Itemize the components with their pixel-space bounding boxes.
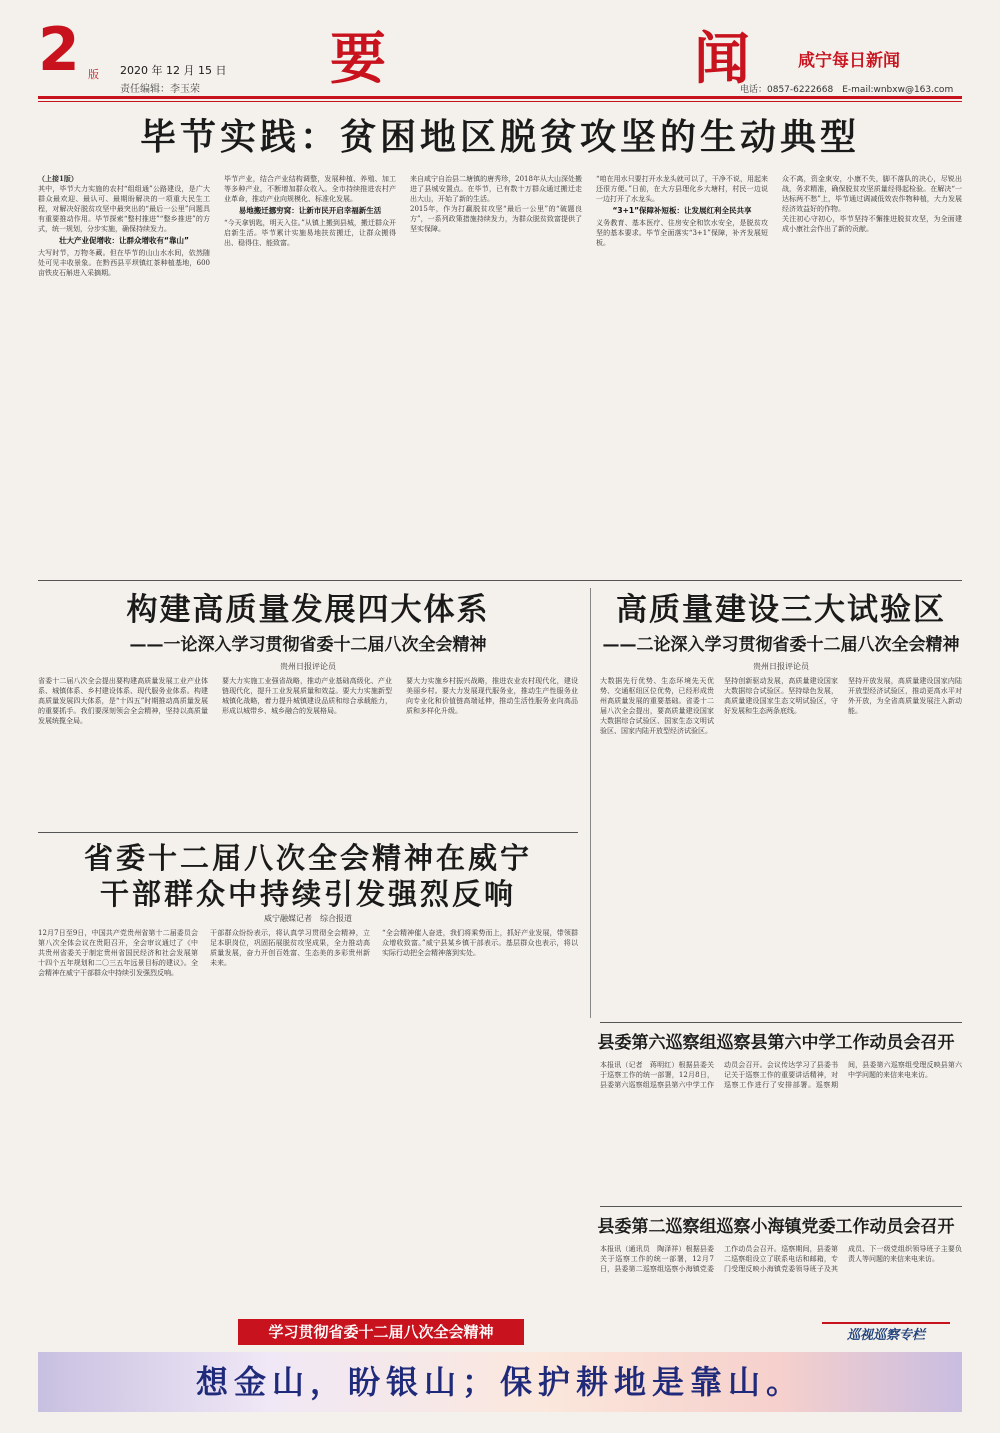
inspection-column-mark: 巡视巡察专栏: [822, 1322, 950, 1348]
lead-col1-text: 其中，毕节大力实施的农村“组组通”公路建设，是广大群众最欢迎、最认可、最期盼解决的一项重大民生工程，对解决好脱贫攻坚中最突出的“最后一公里”问题具有重要推动作用。毕节探索“整村推进”“整乡推进”的方式，统一规划，分步实施，确保持续发力。: [38, 185, 210, 233]
lead-col3-text: 来自咸宁自治县二塘镇的唐秀珍，2018年从大山深处搬进了县城安置点。在毕节，已有数十万群众通过搬迁走出大山，开始了新的生活。: [410, 175, 582, 203]
editorial1-subtitle: ——一论深入学习贯彻省委十二届八次全会精神: [129, 635, 487, 655]
editorial1-byline: 贵州日报评论员: [280, 662, 336, 671]
editorial2-column-1: 大数据先行优势、生态环境先天优势、交通枢纽区位优势，已经形成贵州高质量发展的重要基础。省委十二届八次全会提出，要高质量建设国家大数据综合试验区、国家生态文明试验区、国家内陆开放型经济试验区。: [600, 677, 714, 735]
lead-column-1: [38, 174, 210, 574]
lead-column-5: [782, 174, 962, 574]
editorial1-column-2: 要大力实施工业强省战略，推动产业基础高级化、产业链现代化，提升工业发展质量和效益。要大力实施新型城镇化战略，着力提升城镇建设品质和综合承载能力，形成以城带乡、城乡融合的发展格局。: [222, 677, 392, 715]
page-suffix: 版: [88, 68, 99, 81]
story3-title-line1: 省委十二届八次全会精神在威宁: [83, 841, 532, 875]
lead-intro-tag: （上接1版）: [38, 174, 78, 183]
page-number: 2: [38, 15, 80, 85]
lead-subhead-industry: 壮大产业促增收：让群众增收有“靠山”: [59, 236, 189, 245]
editor-line: 责任编辑：李玉荣: [120, 84, 200, 95]
story3-column-3: “全会精神催人奋进，我们将乘势而上，抓好产业发展，带领群众增收致富。”威宁县某乡镇干部表示。基层群众也表示，将以实际行动把全会精神落到实处。: [382, 929, 578, 957]
contact-line: 电话：0857-6222668 E-mail:wnbxw@163.com: [740, 85, 954, 95]
lead-divider: [38, 580, 962, 581]
lead-col4-text: “咱在用水只要打开水龙头就可以了，干净不说，用起来还很方便。”日前，在大方县理化乡大塘村，村民一边说一边打开了水龙头。: [596, 175, 768, 203]
lead-subhead-guarantee: “3+1”保障补短板：让发展红利全民共享: [612, 206, 752, 215]
editorial2-subtitle: ——二论深入学习贯彻省委十二届八次全会精神: [602, 635, 960, 655]
editorial1-divider: [38, 832, 578, 833]
section-char-2: 闻: [694, 26, 750, 92]
lead-headline: 毕节实践：贫困地区脱贫攻坚的生动典型: [139, 117, 860, 158]
lead-column-3: [410, 174, 582, 574]
section-char-1: 要: [330, 26, 386, 92]
lead-col1b-text: 大写时节，万物冬藏。但在毕节的山山水水间，依然随处可见丰收景象。在黔西县平坝镇红茶种植基地，600亩铁皮石斛进入采摘期。: [38, 249, 210, 277]
lead-col5-text: 众不离，资金束安，小康不失，脚不落队的决心，尽锐出战，务求精准，确保脱贫攻坚质量经得起检验。在解决“一达标两不愁”上，毕节通过调减低效农作物种植，大力发展经济效益好的作物。: [782, 175, 962, 213]
lead-subhead-relocation: 易地搬迁挪穷窝：让新市民开启幸福新生活: [238, 206, 382, 215]
story3-column-1: 12月7日至9日，中国共产党贵州省第十二届委员会第八次全体会议在贵阳召开，全会审议通过了《中共贵州省委关于制定贵州省国民经济和社会发展第十四个五年规划和二〇三五年远景目标的建议》。全会精神在威宁干部群众中持续引发强烈反响。: [38, 929, 198, 977]
paper-name: 咸宁每日新闻: [798, 51, 900, 71]
editorial2-title: 高质量建设三大试验区: [616, 592, 946, 628]
story3-title-line2: 干部群众中持续引发强烈反响: [99, 877, 516, 911]
story5-body: 本报讯（通讯员 陶泽祥）根据县委关于巡察工作的统一部署，12月7日，县委第二巡察组巡察小海镇党委工作动员会召开。巡察期间，县委第二巡察组设立了联系电话和邮箱，专门受理反映小海镇党委领导班子及其成员、下一级党组织领导班子主要负责人等问题的来信来电来访。: [600, 1245, 962, 1273]
editorial1-title: 构建高质量发展四大体系: [126, 592, 490, 628]
column-divider: [590, 588, 591, 1018]
publication-date: 2020 年 12 月 15 日: [120, 64, 227, 77]
lead-col5b-text: 关注初心守初心，毕节坚持不懈推进脱贫攻坚，为全面建成小康社会作出了新的贡献。: [782, 215, 962, 233]
editorial2-byline: 贵州日报评论员: [753, 662, 809, 671]
story4-divider: [600, 1206, 962, 1207]
lead-col2-text: 毕节产业，结合产业结构调整，发展种植、养殖、加工等多种产业，不断增加群众收入。全市持续推进农村产业革命，推动产业向规模化、标准化发展。: [224, 175, 396, 203]
story3-byline: 威宁融媒记者 综合报道: [264, 914, 352, 923]
slogan-text: 想金山，盼银山；保护耕地是靠山。: [195, 1363, 804, 1401]
story4-title: 县委第六巡察组巡察县第六中学工作动员会召开: [597, 1033, 955, 1053]
masthead-rule-thin: [38, 101, 962, 102]
story5-title: 县委第二巡察组巡察小海镇党委工作动员会召开: [597, 1217, 955, 1237]
editorial2-column-3: 坚持开放发展，高质量建设国家内陆开放型经济试验区，推动更高水平对外开放，为全省高质量发展注入新动能。: [848, 677, 962, 715]
lead-col3b-text: 2015年，作为打赢脱贫攻坚“最后一公里”的“破题良方”，一系列政策措施持续发力，为群众脱贫致富提供了坚实保障。: [410, 205, 582, 233]
lead-column-2: [224, 174, 396, 574]
study-banner: 学习贯彻省委十二届八次全会精神: [238, 1319, 524, 1345]
story4-body: 本报讯（记者 蒋明红）根据县委关于巡察工作的统一部署，12月8日，县委第六巡察组巡察县第六中学工作动员会召开。会议传达学习了县委书记关于巡察工作的重要讲话精神，对巡察工作进行了安排部署。巡察期间，县委第六巡察组受理反映县第六中学问题的来信来电来访。: [600, 1061, 962, 1089]
editorial1-column-1: 省委十二届八次全会提出要构建高质量发展工业产业体系、城镇体系、乡村建设体系、现代服务业体系。构建高质量发展四大体系，是“十四五”时期推动高质量发展的重要抓手。我们要深刻领会全会精神，坚持以高质量发展统揽全局。: [38, 677, 208, 725]
lead-column-4: [596, 174, 768, 574]
story3-column-2: 干部群众纷纷表示，将认真学习贯彻全会精神，立足本职岗位，巩固拓展脱贫攻坚成果，全力推动高质量发展，奋力开创百姓富、生态美的多彩贵州新未来。: [210, 929, 370, 967]
section-title: [330, 24, 750, 94]
editorial2-column-2: 坚持创新驱动发展，高质量建设国家大数据综合试验区。坚持绿色发展，高质量建设国家生态文明试验区，守好发展和生态两条底线。: [724, 677, 838, 715]
editorial1-column-3: 要大力实施乡村振兴战略，推进农业农村现代化，建设美丽乡村。要大力发展现代服务业，推动生产性服务业向专业化和价值链高端延伸，推动生活性服务业向高品质和多样化升级。: [406, 677, 578, 715]
lead-col2b-text: “今天拿钥匙，明天入住。”从镇上搬到县城，搬迁群众开启新生活。毕节累计实施易地扶贫搬迁，让群众搬得出、稳得住、能致富。: [224, 219, 396, 247]
editorial2-divider: [600, 1022, 962, 1023]
masthead-rule: [38, 96, 962, 99]
lead-col4b-text: 义务教育、基本医疗、住房安全和饮水安全，是脱贫攻坚的基本要求。毕节全面落实“3+1”保障，补齐发展短板。: [596, 219, 768, 247]
